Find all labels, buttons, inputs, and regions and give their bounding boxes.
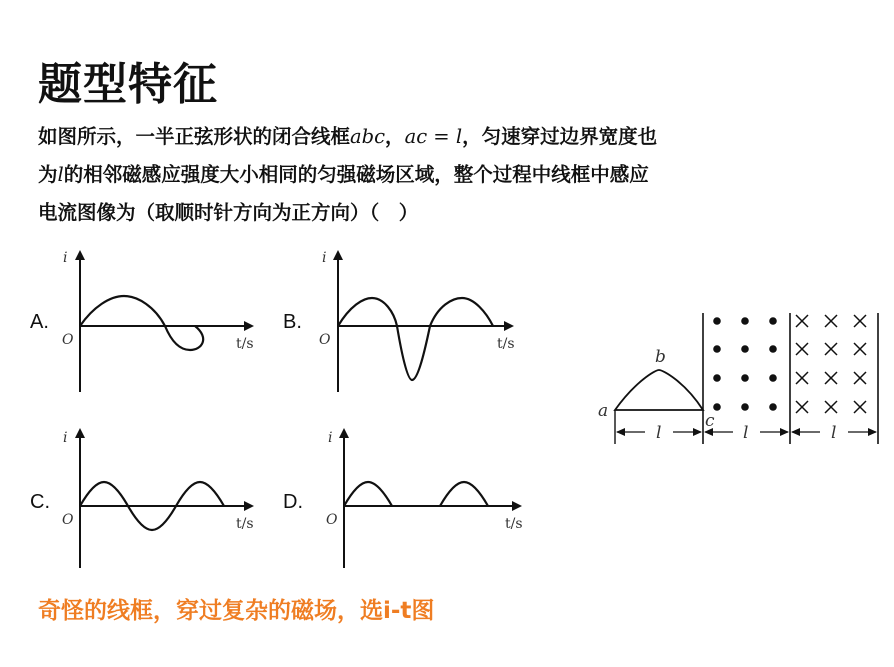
- x-axis-label: t/s: [497, 336, 515, 352]
- field-cross-symbol: [854, 401, 866, 413]
- math-l: l: [57, 163, 64, 186]
- field-cross-symbol: [854, 372, 866, 384]
- field-dot-symbol: [741, 345, 749, 353]
- x-axis-label: t/s: [236, 336, 254, 352]
- width-label-1: l: [656, 423, 662, 443]
- field-cross-symbol: [854, 343, 866, 355]
- y-axis-label: i: [328, 430, 333, 446]
- field-cross-symbol: [825, 372, 837, 384]
- option-a-label: A.: [30, 311, 49, 333]
- field-dot-symbol: [713, 345, 721, 353]
- field-dot-symbol: [741, 403, 749, 411]
- origin-label: O: [62, 512, 74, 528]
- field-cross-symbol: [796, 401, 808, 413]
- field-dot-symbol: [769, 317, 777, 325]
- problem-text: ，: [385, 125, 405, 148]
- x-axis-label: t/s: [505, 516, 523, 532]
- page-title: 题型特征: [38, 59, 218, 110]
- field-in-crosses: [796, 315, 866, 413]
- origin-label: O: [62, 332, 74, 348]
- field-cross-symbol: [796, 315, 808, 327]
- footer-note: 奇怪的线框，穿过复杂的磁场，选i-t图: [38, 598, 435, 624]
- y-axis-label: i: [63, 430, 68, 446]
- field-cross-symbol: [825, 401, 837, 413]
- field-cross-symbol: [796, 372, 808, 384]
- field-out-dots: [713, 317, 777, 411]
- x-axis-label: t/s: [236, 516, 254, 532]
- field-cross-symbol: [854, 315, 866, 327]
- point-b-label: b: [655, 347, 666, 367]
- field-cross-symbol: [825, 343, 837, 355]
- waveform-hump-2: [440, 482, 488, 506]
- option-d-graph[interactable]: [283, 430, 523, 568]
- option-c-graph[interactable]: [30, 430, 254, 568]
- y-axis-label: i: [322, 250, 327, 266]
- point-a-label: a: [598, 401, 609, 421]
- origin-label: O: [326, 512, 338, 528]
- point-c-label: c: [705, 411, 715, 431]
- option-c-label: C.: [30, 491, 50, 513]
- math-ac-eq-l: ac = l: [404, 125, 463, 148]
- wire-frame-abc: [615, 370, 703, 410]
- field-dot-symbol: [741, 317, 749, 325]
- option-a-graph[interactable]: [30, 250, 254, 392]
- field-diagram: [598, 313, 878, 444]
- waveform: [80, 296, 203, 350]
- field-dot-symbol: [769, 403, 777, 411]
- math-abc: abc: [350, 125, 386, 148]
- option-b-label: B.: [283, 311, 302, 333]
- y-axis-label: i: [63, 250, 68, 266]
- problem-text: 为: [38, 163, 58, 186]
- field-dot-symbol: [741, 374, 749, 382]
- option-d-label: D.: [283, 491, 303, 513]
- field-dot-symbol: [713, 403, 721, 411]
- field-cross-symbol: [796, 343, 808, 355]
- field-dot-symbol: [769, 345, 777, 353]
- field-dot-symbol: [769, 374, 777, 382]
- problem-text: ，匀速穿过边界宽度也: [462, 125, 658, 148]
- origin-label: O: [319, 332, 331, 348]
- field-dot-symbol: [713, 317, 721, 325]
- field-dot-symbol: [713, 374, 721, 382]
- problem-text: 的相邻磁感应强度大小相同的匀强磁场区域，整个过程中线框中感应: [63, 163, 649, 186]
- problem-text: 如图所示，一半正弦形状的闭合线框: [38, 125, 351, 148]
- field-cross-symbol: [825, 315, 837, 327]
- problem-text: 电流图像为（取顺时针方向为正方向）（ ）: [38, 201, 419, 224]
- width-label-2: l: [743, 423, 749, 443]
- width-label-3: l: [831, 423, 837, 443]
- option-b-graph[interactable]: [283, 250, 515, 392]
- waveform: [338, 298, 493, 380]
- waveform-hump-1: [344, 482, 392, 506]
